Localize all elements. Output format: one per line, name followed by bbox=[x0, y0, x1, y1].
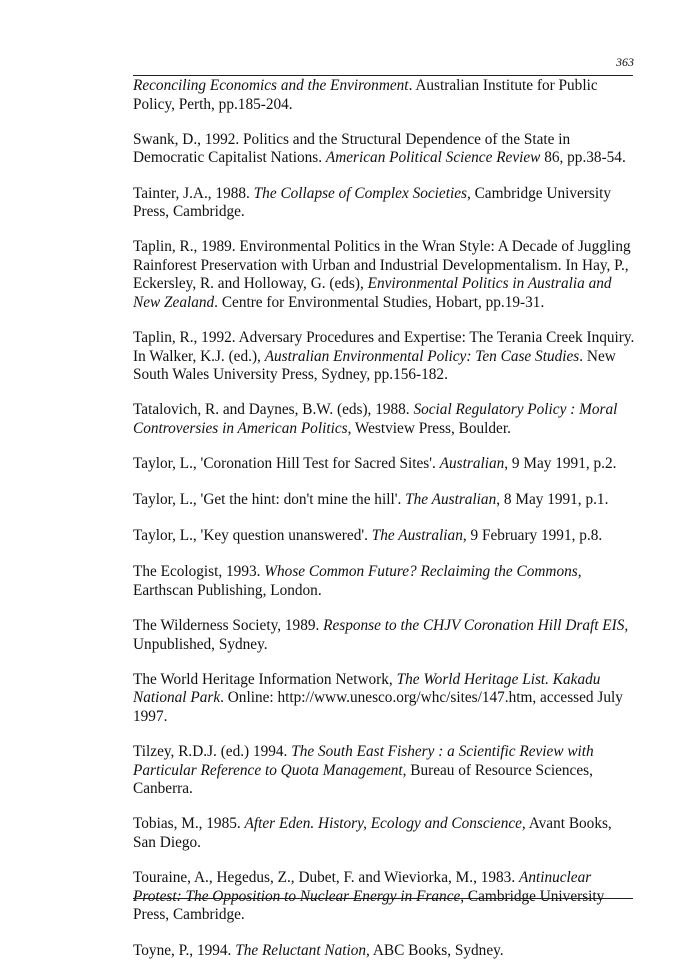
reference-italic: Australian bbox=[439, 455, 505, 473]
reference-text: . Centre for Environmental Studies, Hobart, pp.19-31. bbox=[214, 293, 545, 311]
reference-italic: The Collapse of Complex Societies, bbox=[253, 184, 471, 202]
page-number: 363 bbox=[616, 55, 634, 69]
reference-text: , Bureau of Resource Sciences, Canberra. bbox=[133, 761, 593, 798]
reference-text: The Wilderness Society, 1989. bbox=[133, 617, 324, 635]
reference-entry bbox=[133, 238, 638, 312]
reference-text: Taylor, L., 'Get the hint: don't mine the hill'. bbox=[133, 491, 406, 509]
reference-text: Avant Books, San Diego. bbox=[133, 815, 612, 851]
reference-italic: Response to the CHJV Coronation Hill Draft EIS, bbox=[323, 617, 629, 635]
reference-text: . Online: http://www.unesco.org/whc/sites/147.htm, accessed July 1997. bbox=[133, 689, 623, 725]
reference-italic: Whose Common Future? Reclaiming the Commons, bbox=[264, 563, 582, 581]
footer-rule bbox=[133, 898, 633, 899]
reference-text: ABC Books, Sydney. bbox=[369, 941, 504, 959]
reference-text: Taplin, R., 1992. Adversary Procedures and Expertise: The Terania Creek Inquiry. In Walker, K.J. (ed.), bbox=[133, 329, 635, 365]
reference-italic: American Political Science Review bbox=[325, 149, 541, 167]
reference-entry bbox=[133, 185, 638, 222]
reference-text: Toyne, P., 1994. bbox=[133, 941, 236, 959]
reference-text: , 9 May 1991, p.2. bbox=[504, 455, 617, 473]
reference-italic: The Australian bbox=[405, 491, 497, 509]
reference-entry bbox=[133, 491, 638, 510]
reference-text: , 8 May 1991, p.1. bbox=[496, 491, 609, 509]
reference-text: Taylor, L., 'Key question unanswered'. bbox=[133, 527, 372, 545]
reference-entry bbox=[133, 815, 638, 852]
reference-text: The World Heritage Information Network, bbox=[133, 670, 397, 688]
reference-text: Tainter, J.A., 1988. bbox=[133, 184, 254, 202]
reference-entry bbox=[133, 77, 638, 114]
reference-entry bbox=[133, 527, 638, 546]
reference-italic: Australian Environmental Policy: Ten Case Studies bbox=[264, 347, 580, 365]
reference-text: Earthscan Publishing, London. bbox=[133, 581, 322, 599]
reference-entry bbox=[133, 563, 638, 600]
reference-text: Swank, D., 1992. Politics and the Structural Dependence of the State in Democratic Capitalist Nations. bbox=[133, 130, 571, 167]
reference-text: Touraine, A., Hegedus, Z., Dubet, F. and Wieviorka, M., 1983. bbox=[133, 869, 519, 887]
reference-text: . New South Wales University Press, Sydney, pp.156-182. bbox=[133, 347, 616, 384]
reference-italic: Antinuclear Protest: The Opposition to Nuclear Energy in France, bbox=[133, 869, 592, 905]
reference-italic: The World Heritage List. Kakadu National Park bbox=[133, 670, 601, 707]
reference-text: , Westview Press, Boulder. bbox=[347, 419, 511, 437]
header-rule bbox=[133, 75, 633, 76]
reference-text: 86, pp.38-54. bbox=[540, 149, 626, 167]
reference-text: Tilzey, R.D.J. (ed.) 1994. bbox=[133, 743, 292, 761]
reference-italic: The Australian bbox=[371, 527, 463, 545]
reference-entry bbox=[133, 617, 638, 654]
reference-entry bbox=[133, 329, 638, 385]
reference-text: Taplin, R., 1989. Environmental Politics in the Wran Style: A Decade of Juggling Rainforest Preservation with Urban and Industrial Developmentalism. In Hay, P., Eckersley, R. and Holloway, G. (eds), bbox=[133, 238, 631, 293]
reference-text: , 9 February 1991, p.8. bbox=[462, 527, 603, 545]
reference-italic: Social Regulatory Policy : Moral Controversies in American Politics bbox=[133, 401, 618, 437]
reference-text: The Ecologist, 1993. bbox=[133, 563, 265, 581]
reference-entry bbox=[133, 942, 638, 961]
reference-entry bbox=[133, 743, 638, 799]
reference-text: Cambridge University Press, Cambridge. bbox=[133, 184, 611, 221]
reference-text: Tobias, M., 1985. bbox=[133, 815, 245, 833]
reference-text: Tatalovich, R. and Daynes, B.W. (eds), 1988. bbox=[133, 401, 414, 419]
reference-entry bbox=[133, 401, 638, 438]
reference-italic: The Reluctant Nation, bbox=[235, 941, 370, 959]
reference-entry bbox=[133, 131, 638, 168]
reference-entry bbox=[133, 455, 638, 474]
reference-italic: The South East Fishery : a Scientific Review with Particular Reference to Quota Management bbox=[133, 743, 594, 779]
reference-italic: Reconciling Economics and the Environment bbox=[133, 77, 409, 94]
reference-entry bbox=[133, 671, 638, 727]
reference-italic: After Eden. History, Ecology and Conscience, bbox=[244, 815, 526, 833]
reference-list bbox=[133, 77, 638, 977]
reference-text: Cambridge University Press, Cambridge. bbox=[133, 887, 605, 924]
reference-text: Taylor, L., 'Coronation Hill Test for Sacred Sites'. bbox=[133, 455, 440, 473]
reference-text: Unpublished, Sydney. bbox=[133, 635, 268, 653]
reference-text: . Australian Institute for Public Policy, Perth, pp.185-204. bbox=[133, 77, 598, 113]
reference-italic: Environmental Politics in Australia and New Zealand bbox=[133, 275, 612, 311]
